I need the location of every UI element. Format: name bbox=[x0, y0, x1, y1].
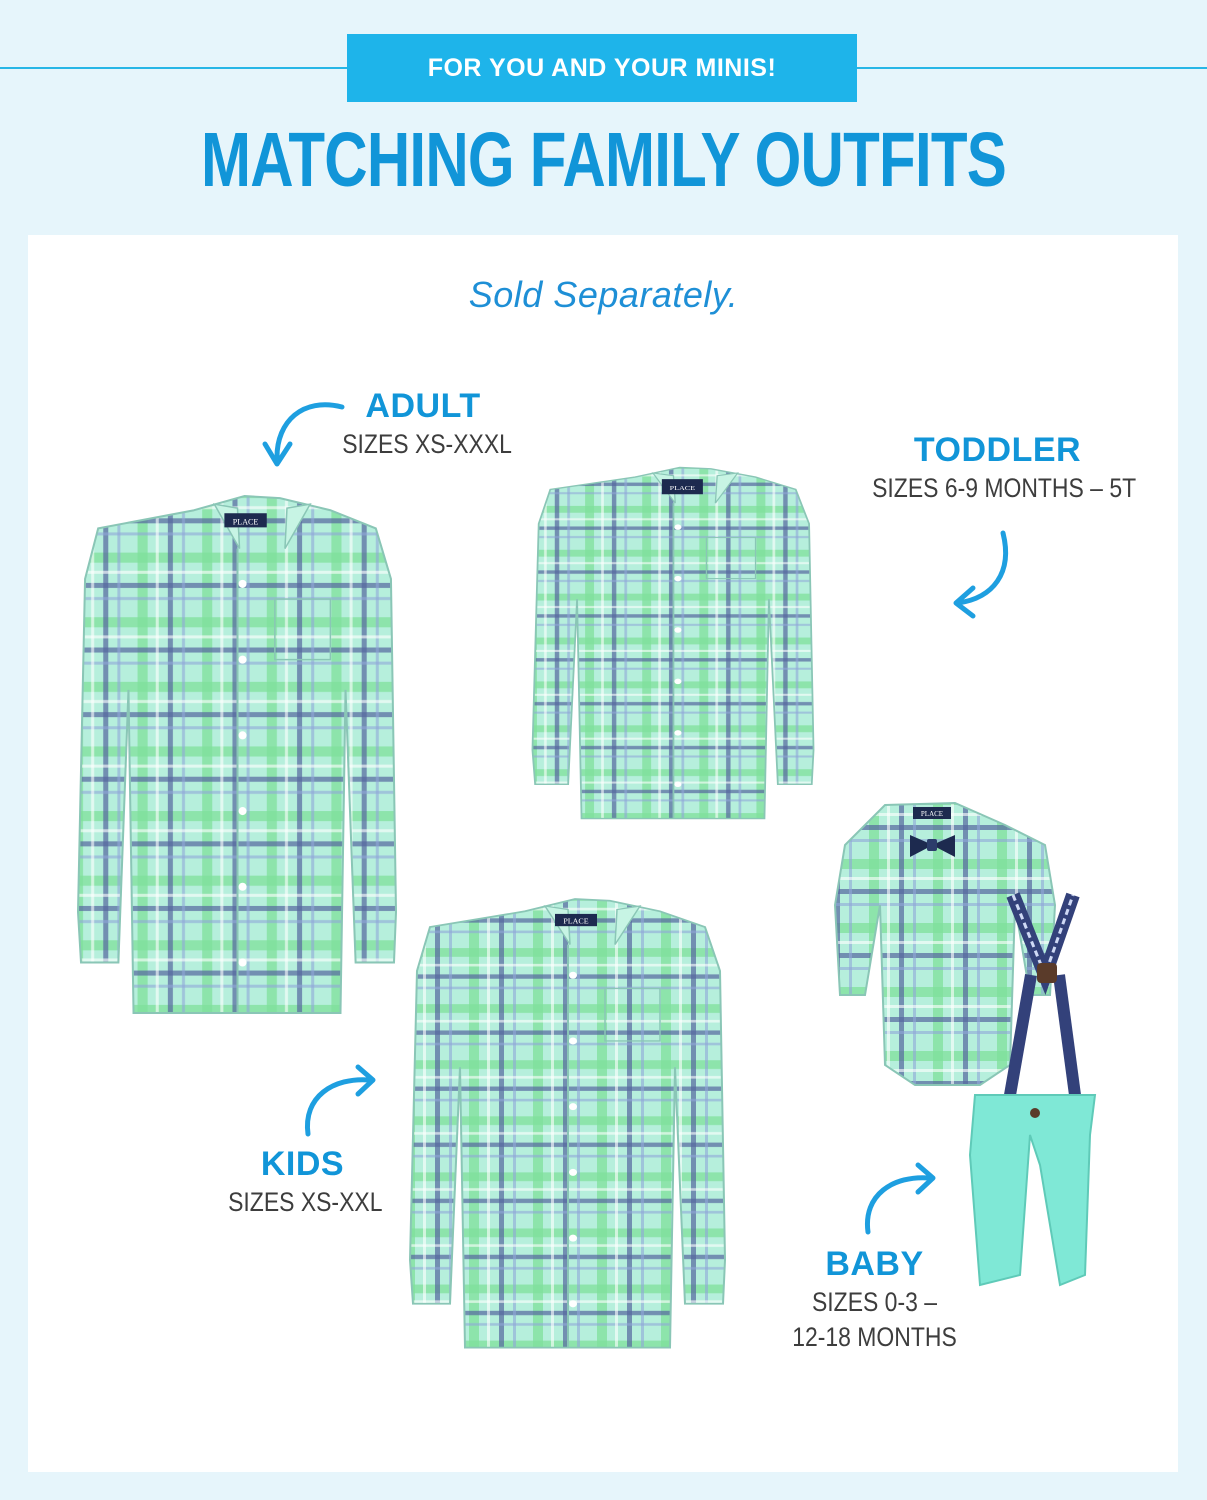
baby-arrow-icon bbox=[858, 1160, 948, 1240]
toddler-arrow-icon bbox=[948, 528, 1028, 618]
kids-brand-tag-text: PLACE bbox=[563, 917, 589, 926]
toddler-label bbox=[850, 430, 1145, 506]
promo-banner-text: FOR YOU AND YOUR MINIS! bbox=[427, 53, 777, 82]
adult-name: ADULT bbox=[365, 387, 481, 425]
page-title: MATCHING FAMILY OUTFITS bbox=[200, 117, 1007, 203]
sold-separately-note: Sold Separately. bbox=[468, 274, 739, 315]
toddler-brand-tag-text: PLACE bbox=[669, 484, 696, 492]
kids-label bbox=[215, 1144, 390, 1220]
baby-sizes-line2: 12-18 MONTHS bbox=[792, 1321, 957, 1352]
baby-pants bbox=[970, 1095, 1095, 1285]
promo-banner bbox=[347, 34, 857, 102]
adult-sizes: SIZES XS-XXXL bbox=[342, 428, 512, 459]
kids-sizes: SIZES XS-XXL bbox=[228, 1186, 383, 1217]
baby-brand-tag-text: PLACE bbox=[920, 810, 944, 818]
baby-label bbox=[772, 1244, 977, 1355]
kids-arrow-icon bbox=[298, 1062, 388, 1142]
toddler-sizes: SIZES 6-9 MONTHS – 5T bbox=[872, 472, 1137, 503]
toddler-shirt-image bbox=[528, 462, 818, 822]
toddler-name: TODDLER bbox=[913, 431, 1082, 469]
adult-shirt-image bbox=[72, 488, 402, 1018]
kids-name: KIDS bbox=[260, 1145, 345, 1183]
adult-label bbox=[328, 386, 518, 462]
baby-name: BABY bbox=[825, 1245, 924, 1283]
baby-sizes-line1: SIZES 0-3 – bbox=[811, 1286, 938, 1317]
adult-brand-tag-text: PLACE bbox=[232, 517, 259, 527]
kids-shirt-image bbox=[405, 892, 730, 1352]
